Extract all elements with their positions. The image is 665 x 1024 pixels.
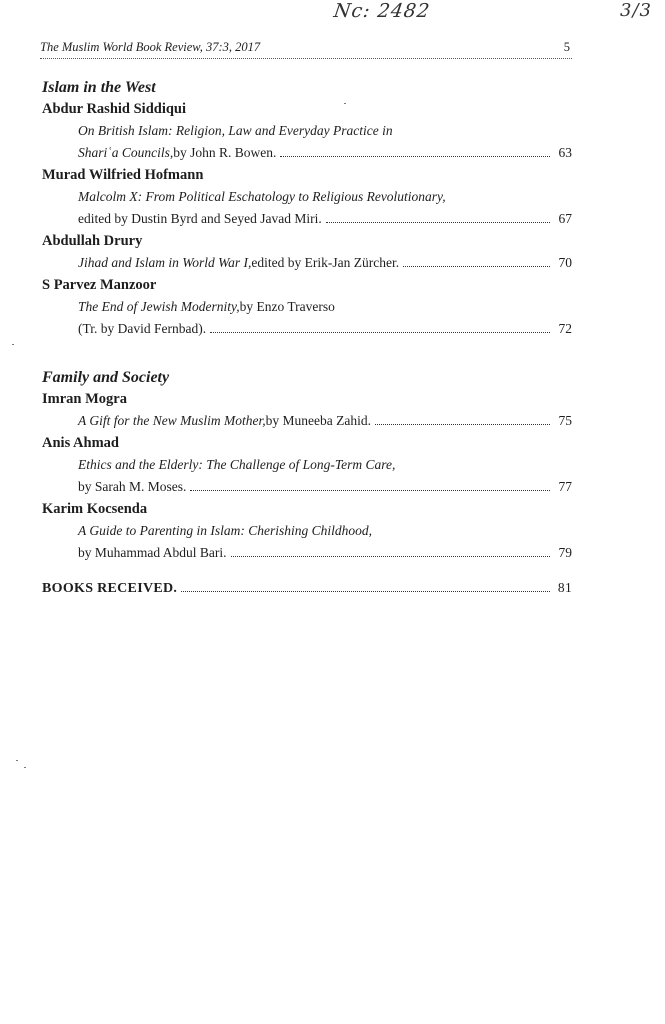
section-gap (42, 340, 572, 368)
scan-speck (24, 767, 26, 768)
entry-byline: by John R. Bowen. (173, 145, 277, 160)
entry-line (78, 454, 572, 476)
scan-speck (344, 103, 346, 104)
dot-leader (190, 489, 550, 491)
entry-line (78, 520, 572, 542)
entry-page-number: 79 (558, 545, 572, 560)
entry-line (78, 142, 572, 164)
toc-entry (42, 252, 572, 274)
entry-byline: (Tr. by David Fernbad). (78, 321, 207, 336)
journal-title: The Muslim World Book Review, 37:3, 2017 (40, 40, 261, 54)
toc-entry (42, 520, 572, 564)
toc-entry (42, 186, 572, 230)
entry-title: On British Islam: Religion, Law and Everyday Practice in (78, 123, 393, 138)
books-received-label: BOOKS RECEIVED. (42, 581, 178, 596)
table-of-contents (42, 78, 572, 597)
entry-title: A Guide to Parenting in Islam: Cherishing Childhood, (78, 523, 372, 538)
entry-line (78, 120, 572, 142)
entry-line (78, 410, 572, 432)
entry-title: Malcolm X: From Political Eschatology to Religious Revolutionary, (78, 189, 446, 204)
entry-title: Shariʿa Councils, (78, 145, 174, 160)
entry-author: Imran Mogra (42, 391, 127, 407)
handwritten-note-left: Nc: 2482 (332, 0, 432, 22)
entry-byline: by Muhammad Abdul Bari. (78, 545, 227, 560)
entry-title: Ethics and the Elderly: The Challenge of Long-Term Care, (78, 457, 396, 472)
toc-entry (42, 410, 572, 432)
entry-line (78, 252, 572, 274)
running-head (40, 40, 572, 55)
entry-page-number: 75 (558, 413, 572, 428)
entry-title: The End of Jewish Modernity, (78, 299, 240, 314)
entry-page-number: 63 (558, 145, 572, 160)
entry-author: S Parvez Manzoor (42, 277, 157, 293)
entry-line (78, 318, 572, 340)
entry-byline: by Muneeba Zahid. (265, 413, 371, 428)
entry-page-number: 77 (558, 479, 572, 494)
dot-leader (181, 590, 550, 592)
entry-author: Abdur Rashid Siddiqui (42, 101, 187, 117)
entry-byline: edited by Dustin Byrd and Seyed Javad Miri. (78, 211, 322, 226)
books-received-page: 81 (557, 580, 572, 595)
entry-page-number: 72 (558, 321, 572, 336)
entry-byline: by Enzo Traverso (239, 299, 335, 314)
entry-byline: by Sarah M. Moses. (78, 479, 187, 494)
entry-byline: edited by Erik-Jan Zürcher. (251, 255, 400, 270)
scan-speck (16, 760, 18, 761)
entry-line (78, 208, 572, 230)
dot-leader (210, 331, 550, 333)
entry-author: Anis Ahmad (42, 435, 119, 451)
entry-line (78, 296, 572, 318)
books-received-entry (42, 580, 572, 597)
dot-leader (403, 265, 550, 267)
entry-line (78, 476, 572, 498)
dot-leader (326, 221, 550, 223)
dot-leader (375, 423, 550, 425)
entry-title: A Gift for the New Muslim Mother, (78, 413, 266, 428)
entry-line (78, 186, 572, 208)
toc-entry (42, 454, 572, 498)
toc-entry (42, 120, 572, 164)
dot-leader (280, 155, 550, 157)
toc-entry (42, 296, 572, 340)
dot-leader (231, 555, 551, 557)
entry-title: Jihad and Islam in World War I, (78, 255, 252, 270)
entry-page-number: 67 (558, 211, 572, 226)
section-title: Family and Society (42, 369, 170, 386)
entry-author: Murad Wilfried Hofmann (42, 167, 204, 183)
entry-line (78, 542, 572, 564)
handwritten-note-right: 3/3 (620, 0, 652, 21)
header-rule (40, 58, 572, 59)
entry-author: Abdullah Drury (42, 233, 143, 249)
page-number: 5 (563, 40, 570, 54)
entry-page-number: 70 (558, 255, 572, 270)
section-title: Islam in the West (42, 79, 156, 96)
scan-speck (12, 344, 14, 345)
entry-author: Karim Kocsenda (42, 501, 148, 517)
